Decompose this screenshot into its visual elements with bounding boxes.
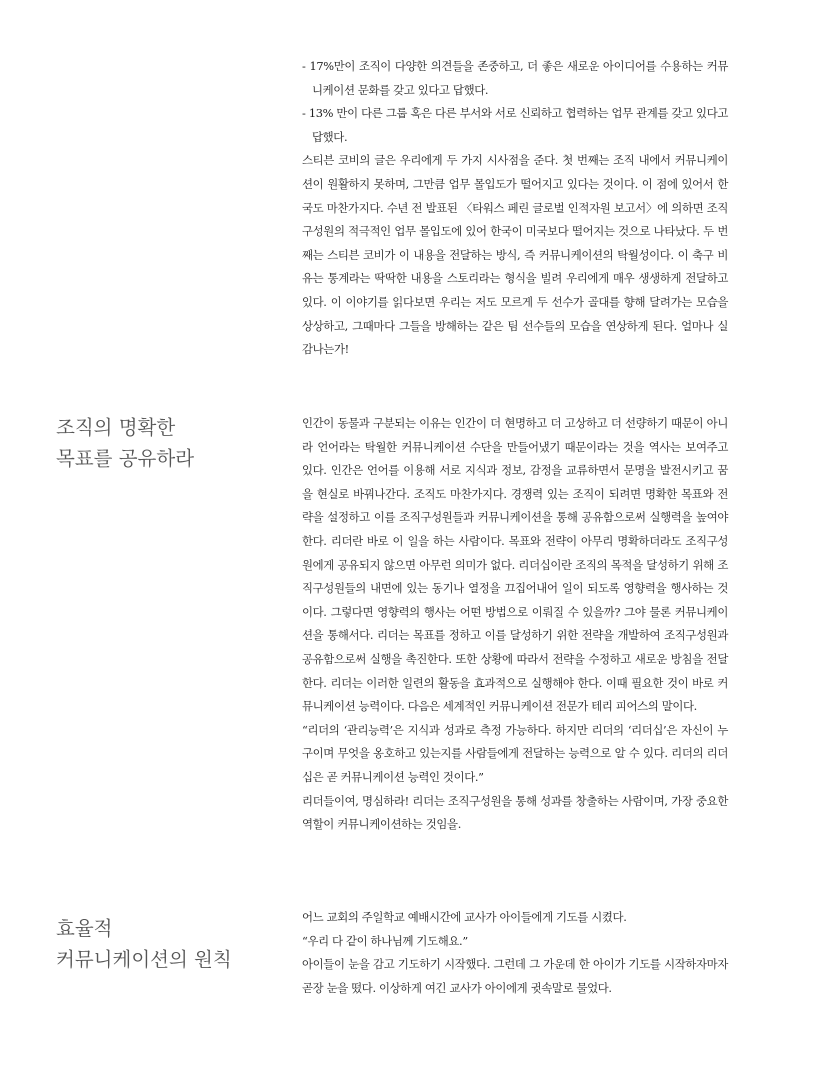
bullet-item: - 17%만이 조직이 다양한 의견들을 존중하고, 더 좋은 새로운 아이디어를 수용하는 커뮤니케이션 문화를 갖고 있다고 답했다. [302, 59, 728, 97]
quote-paragraph: “우리 다 같이 하나님께 기도해요.” [302, 933, 468, 948]
section-heading-line: 커뮤니케이션의 원칙 [56, 948, 232, 971]
quote-paragraph: “리더의 ‘관리능력’은 지식과 성과로 측정 가능하다. 하지만 리더의 ‘리더십’은 자신이 누구이며 무엇을 옹호하고 있는지를 사람들에게 전달하는 능력으로 알 수 있다. 리더의 리더십은 곧 커뮤니케이션 능력인 것이다.” [302, 722, 728, 784]
section-heading-line: 조직의 명확한 [56, 416, 176, 439]
body-paragraph: 스티븐 코비의 글은 우리에게 두 가지 시사점을 준다. 첫 번째는 조직 내에서 커뮤니케이션이 원활하지 못하며, 그만큼 업무 몰입도가 떨어지고 있다는 것이다. 이 점에 있어서 한국도 마찬가지다. 수년 전 발표된 〈타워스 페린 글로벌 인적자원 보고서〉에 의하면 조직구성원의 적극적인 업무 몰입도에 있어 한국이 미국보다 떨어지는 것으로 나타났다. 두 번째는 스티븐 코비가 이 내용을 전달하는 방식, 즉 커뮤니케이션의 탁월성이다. 이 축구 비유는 통계라는 딱딱한 내용을 스토리라는 형식을 빌려 우리에게 매우 생생하게 전달하고 있다. 이 이야기를 읽다보면 우리는 저도 모르게 두 선수가 골대를 향해 달려가는 모습을 상상하고, 그때마다 그들을 방해하는 같은 팀 선수들의 모습을 연상하게 된다. 얼마나 실감나는가! [302, 153, 728, 357]
section-body [302, 906, 728, 1000]
section-heading [56, 913, 232, 975]
body-paragraph: 리더들이여, 명심하라! 리더는 조직구성원을 통해 성과를 창출하는 사람이며, 가장 중요한 역할이 커뮤니케이션하는 것임을. [302, 793, 728, 832]
section-heading [56, 412, 194, 474]
body-paragraph: 아이들이 눈을 감고 기도하기 시작했다. 그런데 그 가운데 한 아이가 기도를 시작하자마자 곧장 눈을 떴다. 이상하게 여긴 교사가 아이에게 귓속말로 물었다. [302, 957, 728, 995]
bullet-item: - 13% 만이 다른 그룹 혹은 다른 부서와 서로 신뢰하고 협력하는 업무 관계를 갖고 있다고 답했다. [302, 106, 728, 144]
section-body [302, 412, 728, 837]
body-paragraph: 어느 교회의 주일학교 예배시간에 교사가 아이들에게 기도를 시켰다. [302, 910, 627, 924]
body-paragraph: 인간이 동물과 구분되는 이유는 인간이 더 현명하고 더 고상하고 더 선량하기 때문이 아니라 언어라는 탁월한 커뮤니케이션 수단을 만들어냈기 때문이라는 것을 역사는 보여주고 있다. 인간은 언어를 이용해 서로 지식과 정보, 감정을 교류하면서 문명을 발전시키고 꿈을 현실로 바꿔나간다. 조직도 마찬가지다. 경쟁력 있는 조직이 되려면 명확한 목표와 전략을 설정하고 이를 조직구성원들과 커뮤니케이션을 통해 공유함으로써 실행력을 높여야 한다. 리더란 바로 이 일을 하는 사람이다. 목표와 전략이 아무리 명확하더라도 조직구성원에게 공유되지 않으면 아무런 의미가 없다. 리더십이란 조직의 목적을 달성하기 위해 조직구성원들의 내면에 있는 동기나 열정을 끄집어내어 일이 되도록 영향력을 행사하는 것이다. 그렇다면 영향력의 행사는 어떤 방법으로 이뤄질 수 있을까? 그야 물론 커뮤니케이션을 통해서다. 리더는 목표를 정하고 이를 달성하기 위한 전략을 개발하여 조직구성원과 공유함으로써 실행을 촉진한다. 또한 상황에 따라서 전략을 수정하고 새로운 방침을 전달한다. 리더는 이러한 일련의 활동을 효과적으로 실행해야 한다. 이때 필요한 것이 바로 커뮤니케이션 능력이다. 다음은 세계적인 커뮤니케이션 전문가 테리 피어스의 말이다. [302, 416, 728, 714]
section-heading-line: 효율적 [56, 917, 113, 940]
intro-text-block [302, 55, 728, 362]
section-heading-line: 목표를 공유하라 [56, 447, 195, 470]
